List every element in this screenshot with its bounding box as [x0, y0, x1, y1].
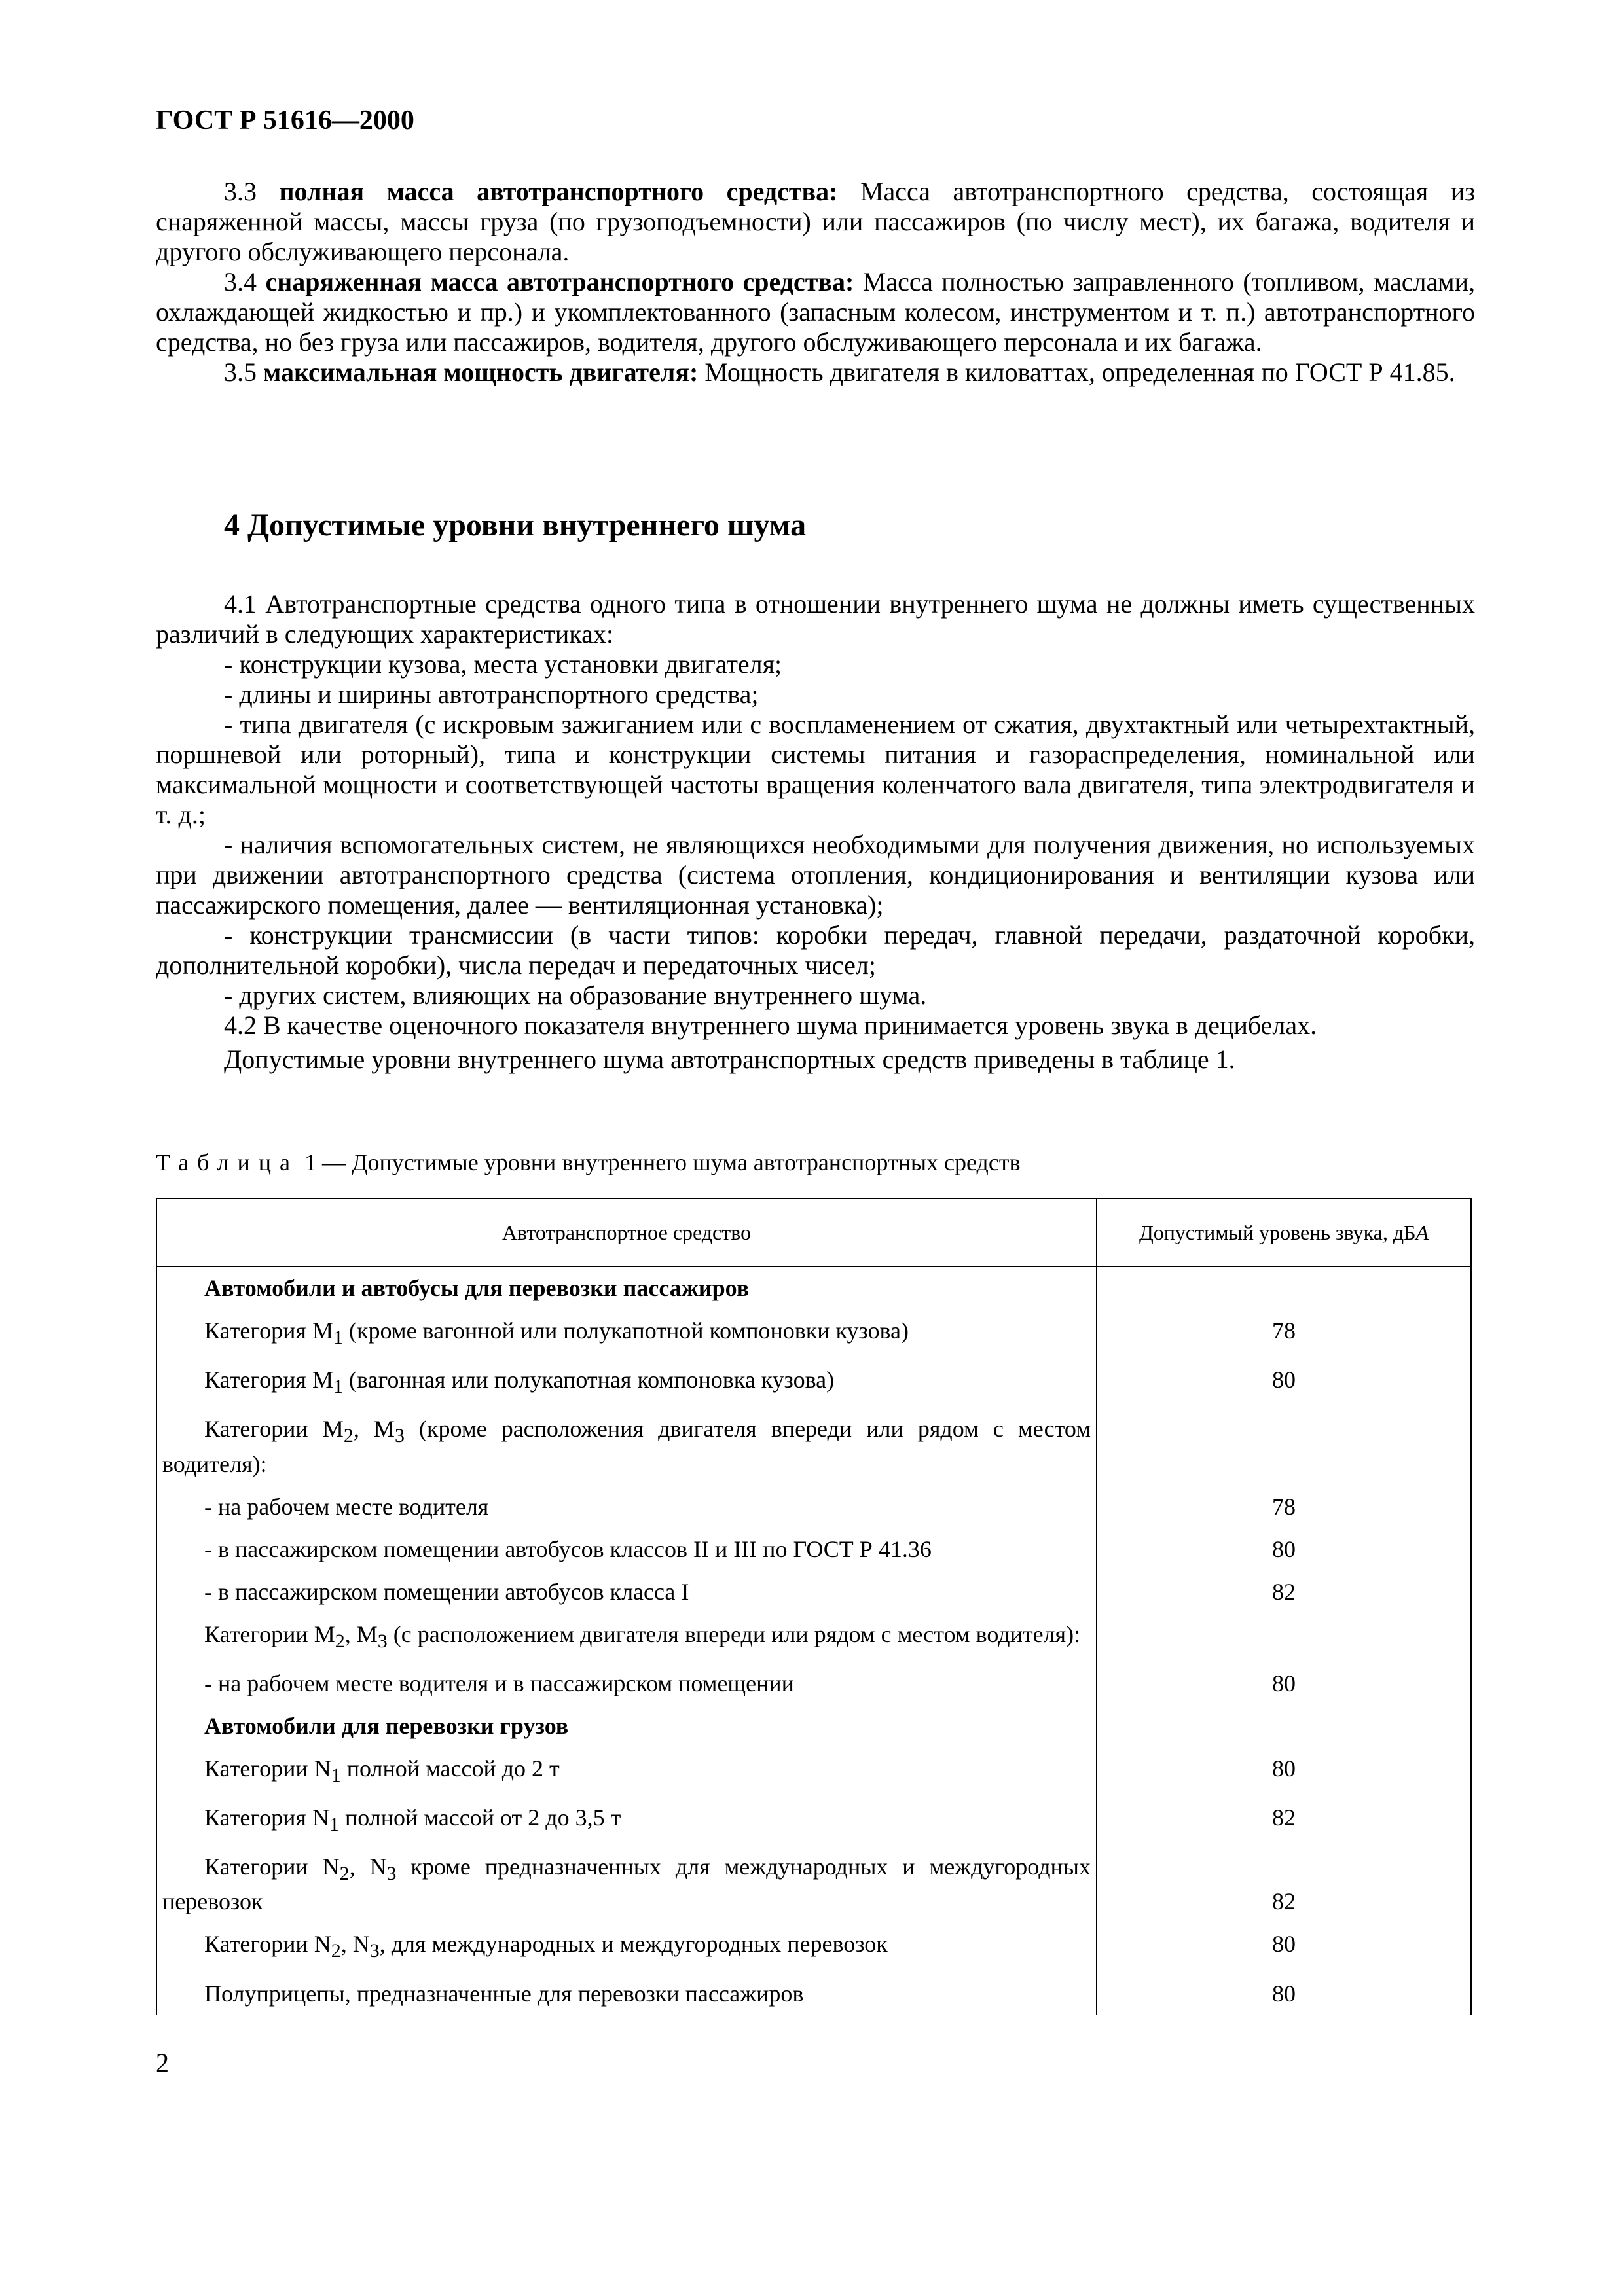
row-description: Категория $N_1$ полной массой от 2 до 3,5 т [156, 1797, 1097, 1846]
table-caption-label: Таблица [156, 1149, 299, 1175]
row-description: Категории $M_2$, $M_3$ (с расположением двигателя впереди или рядом с местом водителя): [156, 1613, 1097, 1662]
definition-3-3: 3.3 полная масса автотранспортного средства: Масса автотранспортного средства, состоящая из снаряженной массы, массы груза (по грузоподъемности) или пассажиров (по числу мест), их багажа, водителя и другого обслуживающего персонала. [156, 177, 1476, 266]
definitions-block [156, 177, 1475, 387]
table-row [156, 1973, 1471, 2015]
list-item: - конструкции трансмиссии (в части типов: коробки передач, главной передачи, раздаточной коробки, дополнительной коробки), числа передач и передаточных чисел; [156, 920, 1475, 980]
row-value: 78 [1097, 1310, 1471, 1359]
noise-levels-table [156, 1198, 1472, 2015]
table-row [156, 1486, 1471, 1528]
table-row [156, 1310, 1471, 1359]
row-description: Категория $M_1$ (кроме вагонной или полукапотной компоновки кузова) [156, 1310, 1097, 1359]
paragraph-4-2: 4.2 В качестве оценочного показателя внутреннего шума принимается уровень звука в децибелах. [224, 1011, 1317, 1040]
row-value [1097, 1266, 1471, 1310]
row-value: 78 [1097, 1486, 1471, 1528]
row-value: 80 [1097, 1923, 1471, 1972]
page-header: ГОСТ Р 51616—2000 [156, 105, 414, 135]
row-description: - на рабочем месте водителя [156, 1486, 1097, 1528]
table-row [156, 1705, 1471, 1748]
row-description: - на рабочем месте водителя и в пассажирском помещении [156, 1662, 1097, 1705]
row-value: 82 [1097, 1571, 1471, 1613]
section-4-body [156, 589, 1475, 1075]
row-description: Категории $N_2$, $N_3$ кроме предназначенных для международных и междугородных перевозок [156, 1846, 1097, 1923]
table-caption-text: 1 — Допустимые уровни внутреннего шума автотранспортных средств [304, 1149, 1021, 1175]
row-value [1097, 1408, 1471, 1485]
row-value [1097, 1705, 1471, 1748]
column-header-level: Допустимый уровень звука, дБА [1097, 1198, 1471, 1266]
section-title: 4 Допустимые уровни внутреннего шума [224, 508, 807, 543]
table-row [156, 1359, 1471, 1408]
row-description: Полуприцепы, предназначенные для перевозки пассажиров [156, 1973, 1097, 2015]
table-row [156, 1528, 1471, 1571]
paragraph-table-ref: Допустимые уровни внутреннего шума автотранспортных средств приведены в таблице 1. [224, 1045, 1235, 1074]
row-value: 80 [1097, 1662, 1471, 1705]
column-header-vehicle: Автотранспортное средство [156, 1198, 1097, 1266]
table-row [156, 1266, 1471, 1310]
row-description: Категории $M_2$, $M_3$ (кроме расположения двигателя впереди или рядом с местом водителя): [156, 1408, 1097, 1485]
table-row [156, 1662, 1471, 1705]
row-value [1097, 1613, 1471, 1662]
row-value: 80 [1097, 1359, 1471, 1408]
table-row [156, 1748, 1471, 1797]
row-value: 80 [1097, 1973, 1471, 2015]
row-description: Категории $N_1$ полной массой до 2 т [156, 1748, 1097, 1797]
row-description: Категории $N_2$, $N_3$, для международных и междугородных перевозок [156, 1923, 1097, 1972]
table-row [156, 1408, 1471, 1485]
row-description: - в пассажирском помещении автобусов класса I [156, 1571, 1097, 1613]
paragraph-4-1: 4.1 Автотранспортные средства одного типа в отношении внутреннего шума не должны иметь существенных различий в следующих характеристиках: [156, 589, 1475, 649]
list-item: - конструкции кузова, места установки двигателя; [224, 649, 782, 679]
row-value: 82 [1097, 1797, 1471, 1846]
table-row [156, 1846, 1471, 1923]
row-group-heading: Автомобили и автобусы для перевозки пассажиров [156, 1266, 1097, 1310]
page-number: 2 [156, 2048, 169, 2077]
list-item: - наличия вспомогательных систем, не являющихся необходимыми для получения движения, но используемых при движении автотранспортного средства (система отопления, кондиционирования и вентиляции кузова или пассажирского помещения, далее — вентиляционная установка); [156, 830, 1475, 920]
list-item: - других систем, влияющих на образование внутреннего шума. [224, 980, 927, 1010]
list-item: - длины и ширины автотранспортного средства; [224, 679, 759, 709]
table-row [156, 1923, 1471, 1972]
table-header-row [156, 1198, 1471, 1266]
list-item: - типа двигателя (с искровым зажиганием или с воспламенением от сжатия, двухтактный или четырехтактный, поршневой или роторный), типа и конструкции системы питания и газораспределения, номинальной или максимальной мощности и соответствующей частоты вращения коленчатого вала двигателя, типа электродвигателя и т. д.; [156, 709, 1475, 829]
row-description: Категория $M_1$ (вагонная или полукапотная компоновка кузова) [156, 1359, 1097, 1408]
row-value: 82 [1097, 1846, 1471, 1923]
table-row [156, 1571, 1471, 1613]
noise-table-wrapper [156, 1198, 1472, 2015]
definition-3-5: 3.5 максимальная мощность двигателя: Мощность двигателя в киловаттах, определенная по ГОСТ Р 41.85. [224, 357, 1455, 387]
table-row [156, 1797, 1471, 1846]
row-value: 80 [1097, 1528, 1471, 1571]
row-value: 80 [1097, 1748, 1471, 1797]
definition-3-4: 3.4 снаряженная масса автотранспортного средства: Масса полностью заправленного (топливом, маслами, охлаждающей жидкостью и пр.) и укомплектованного (запасным колесом, инструментом и т. п.) автотранспортного средства, но без груза или пассажиров, водителя, другого обслуживающего персонала и их багажа. [156, 267, 1475, 357]
row-group-heading: Автомобили для перевозки грузов [156, 1705, 1097, 1748]
table-row [156, 1613, 1471, 1662]
row-description: - в пассажирском помещении автобусов классов II и III по ГОСТ Р 41.36 [156, 1528, 1097, 1571]
table-caption [156, 1149, 1021, 1176]
